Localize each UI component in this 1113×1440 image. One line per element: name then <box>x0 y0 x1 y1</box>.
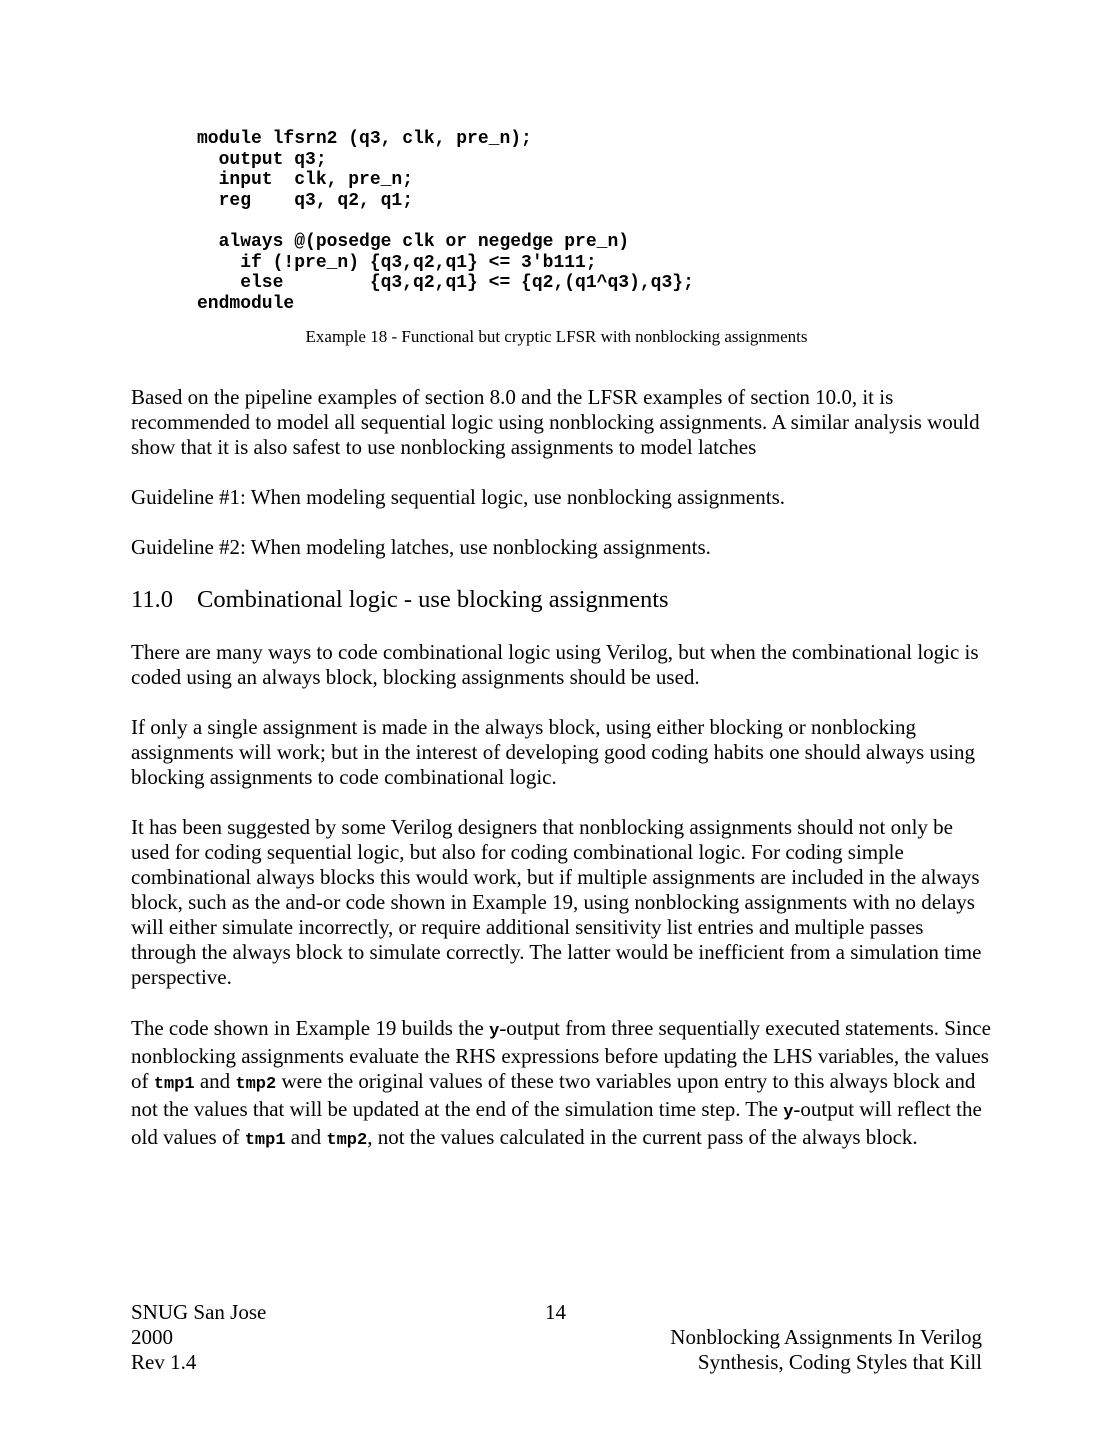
footer-title-line1: Nonblocking Assignments In Verilog <box>670 1325 982 1349</box>
inline-code: tmp1 <box>153 1075 195 1094</box>
text: -output from three sequentially executed statements. Since nonblocking assignments evaluate the RHS expressions before updating the LHS variables, the values of <box>131 1016 991 1093</box>
paragraph: Based on the pipeline examples of section 8.0 and the LFSR examples of section 10.0, it is recommended to model all sequential logic using nonblocking assignments. A similar analysis would show that it is also safest to use nonblocking assignments to model latches <box>131 385 980 459</box>
text: , not the values calculated in the current pass of the always block. <box>367 1125 918 1149</box>
text: and <box>194 1069 236 1093</box>
section-title: Combinational logic - use blocking assignments <box>197 586 669 613</box>
footer-year: 2000 <box>131 1325 173 1349</box>
paragraph: If only a single assignment is made in the always block, using either blocking or nonblocking assignments will work; but in the interest of developing good coding habits one should always using blocking assignments to code combinational logic. <box>131 715 975 789</box>
code-line: else {q3,q2,q1} <= {q2,(q1^q3),q3}; <box>197 273 694 294</box>
paragraph: There are many ways to code combinational logic using Verilog, but when the combinational logic is coded using an always block, blocking assignments should be used. <box>131 640 979 689</box>
section-heading <box>131 586 669 614</box>
text: -output will reflect the old values of <box>131 1097 982 1149</box>
footer-title-line2: Synthesis, Coding Styles that Kill <box>697 1350 982 1374</box>
inline-code: y <box>489 1022 500 1041</box>
guideline-1: Guideline #1: When modeling sequential logic, use nonblocking assignments. <box>131 485 786 509</box>
text: and <box>285 1125 327 1149</box>
code-line: input clk, pre_n; <box>197 170 414 191</box>
inline-code: y <box>783 1103 794 1122</box>
code-line: reg q3, q2, q1; <box>197 190 414 211</box>
code-line: always @(posedge clk or negedge pre_n) <box>197 231 630 252</box>
footer-right <box>670 1325 982 1375</box>
footer-conference: SNUG San Jose <box>131 1300 267 1324</box>
section-number: 11.0 <box>131 586 173 613</box>
guideline-2: Guideline #2: When modeling latches, use nonblocking assignments. <box>131 535 711 559</box>
code-line: endmodule <box>197 293 295 314</box>
inline-code: tmp1 <box>244 1131 286 1150</box>
page-number: 14 <box>545 1300 566 1324</box>
footer-left <box>131 1300 266 1375</box>
paragraph <box>131 1016 991 1153</box>
text: The code shown in Example 19 builds the <box>131 1016 490 1040</box>
inline-code: tmp2 <box>326 1131 368 1150</box>
example-caption: Example 18 - Functional but cryptic LFSR with nonblocking assignments <box>305 327 808 346</box>
paragraph: It has been suggested by some Verilog designers that nonblocking assignments should not only be used for coding sequential logic, but also for coding combinational logic. For coding simple combinational always blocks this would work, but if multiple assignments are included in the always block, such as the and-or code shown in Example 19, using nonblocking assignments with no delays will either simulate incorrectly, or require additional sensitivity list entries and multiple passes through the always block to simulate correctly. The latter would be inefficient from a simulation time perspective. <box>131 815 982 989</box>
inline-code: tmp2 <box>235 1075 277 1094</box>
footer-revision: Rev 1.4 <box>131 1350 197 1374</box>
text: were the original values of these two variables upon entry to this always block and not the values that will be updated at the end of the simulation time step. The <box>131 1069 976 1121</box>
code-line: output q3; <box>197 149 327 170</box>
code-listing <box>197 129 694 314</box>
code-line: module lfsrn2 (q3, clk, pre_n); <box>197 129 532 149</box>
code-line: if (!pre_n) {q3,q2,q1} <= 3'b111; <box>197 252 597 273</box>
